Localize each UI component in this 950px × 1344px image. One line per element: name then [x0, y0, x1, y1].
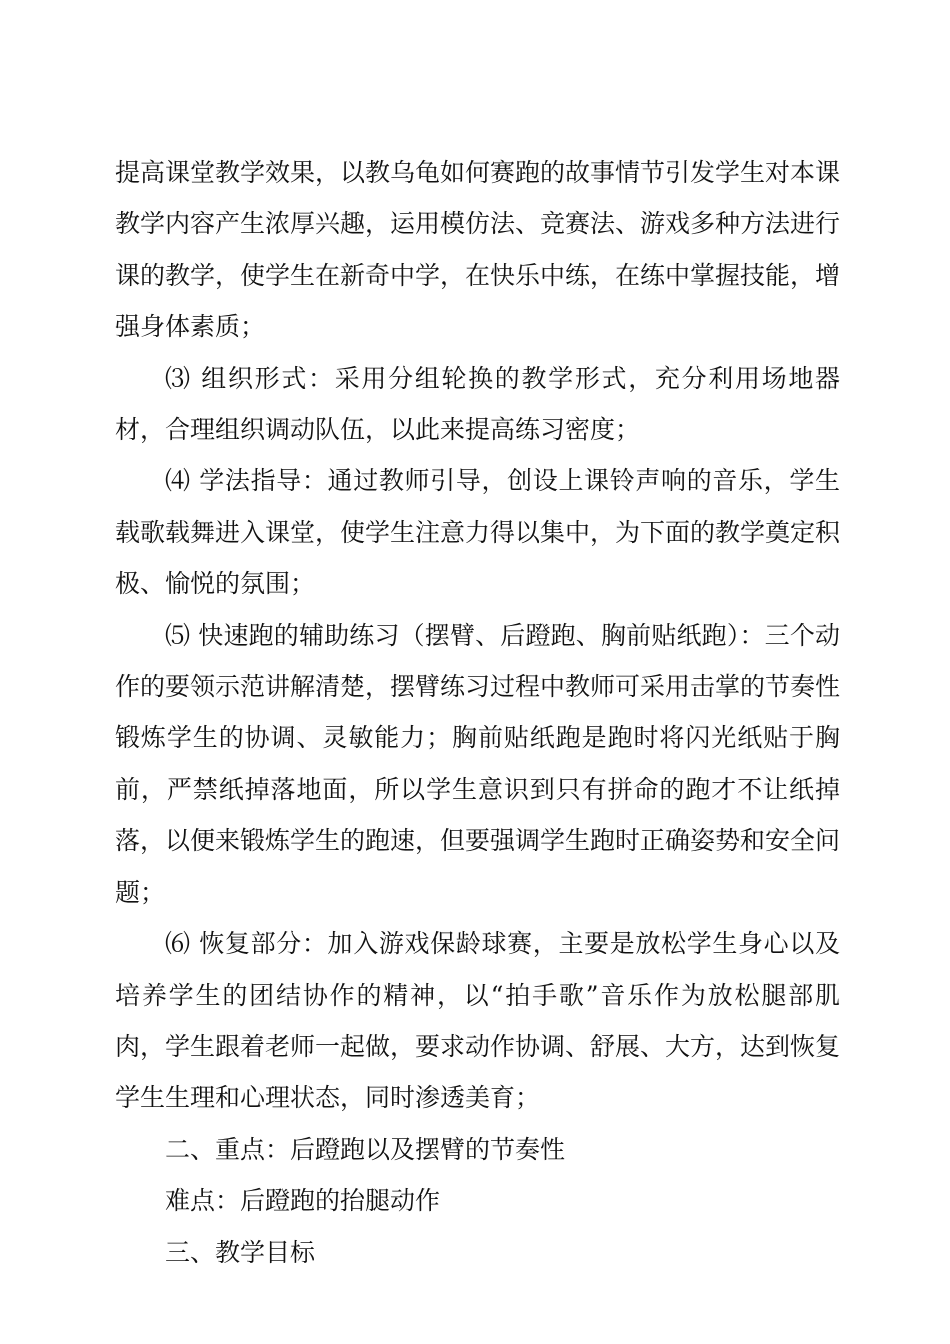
paragraph-sprint-drills: ⑸ 快速跑的辅助练习（摆臂、后蹬跑、胸前贴纸跑）：三个动作的要领示范讲解清楚，摆臂练习过程中教师可采用击掌的节奏性锻炼学生的协调、灵敏能力；胸前贴纸跑是跑时将闪光纸贴于胸前，严禁纸掉落地面，所以学生意识到只有拼命的跑才不让纸掉落，以便来锻炼学生的跑速，但要强调学生跑时正确姿势和安全问题；: [115, 620, 841, 907]
paragraph-continuation: 提高课堂教学效果，以教乌龟如何赛跑的故事情节引发学生对本课教学内容产生浓厚兴趣，运用模仿法、竞赛法、游戏多种方法进行课的教学，使学生在新奇中学，在快乐中练，在练中掌握技能，增强身体素质；: [115, 158, 841, 342]
heading-difficulty: 难点：后蹬跑的抬腿动作: [165, 1186, 441, 1216]
document-body: [115, 147, 840, 1278]
paragraph-learning-guidance: ⑷ 学法指导：通过教师引导，创设上课铃声响的音乐，学生载歌载舞进入课堂，使学生注意力得以集中，为下面的教学奠定积极、愉悦的氛围；: [115, 466, 841, 599]
paragraph-organization-form: ⑶ 组织形式：采用分组轮换的教学形式，充分利用场地器材，合理组织调动队伍，以此来提高练习密度；: [115, 363, 840, 445]
paragraph-recovery-section: ⑹ 恢复部分：加入游戏保龄球赛，主要是放松学生身心以及培养学生的团结协作的精神，以“拍手歌”音乐作为放松腿部肌肉，学生跟着老师一起做，要求动作协调、舒展、大方，达到恢复学生生理和心理状态，同时渗透美育；: [115, 929, 841, 1113]
heading-teaching-goals: 三、教学目标: [165, 1237, 316, 1267]
heading-key-points: 二、重点：后蹬跑以及摆臂的节奏性: [165, 1134, 566, 1164]
